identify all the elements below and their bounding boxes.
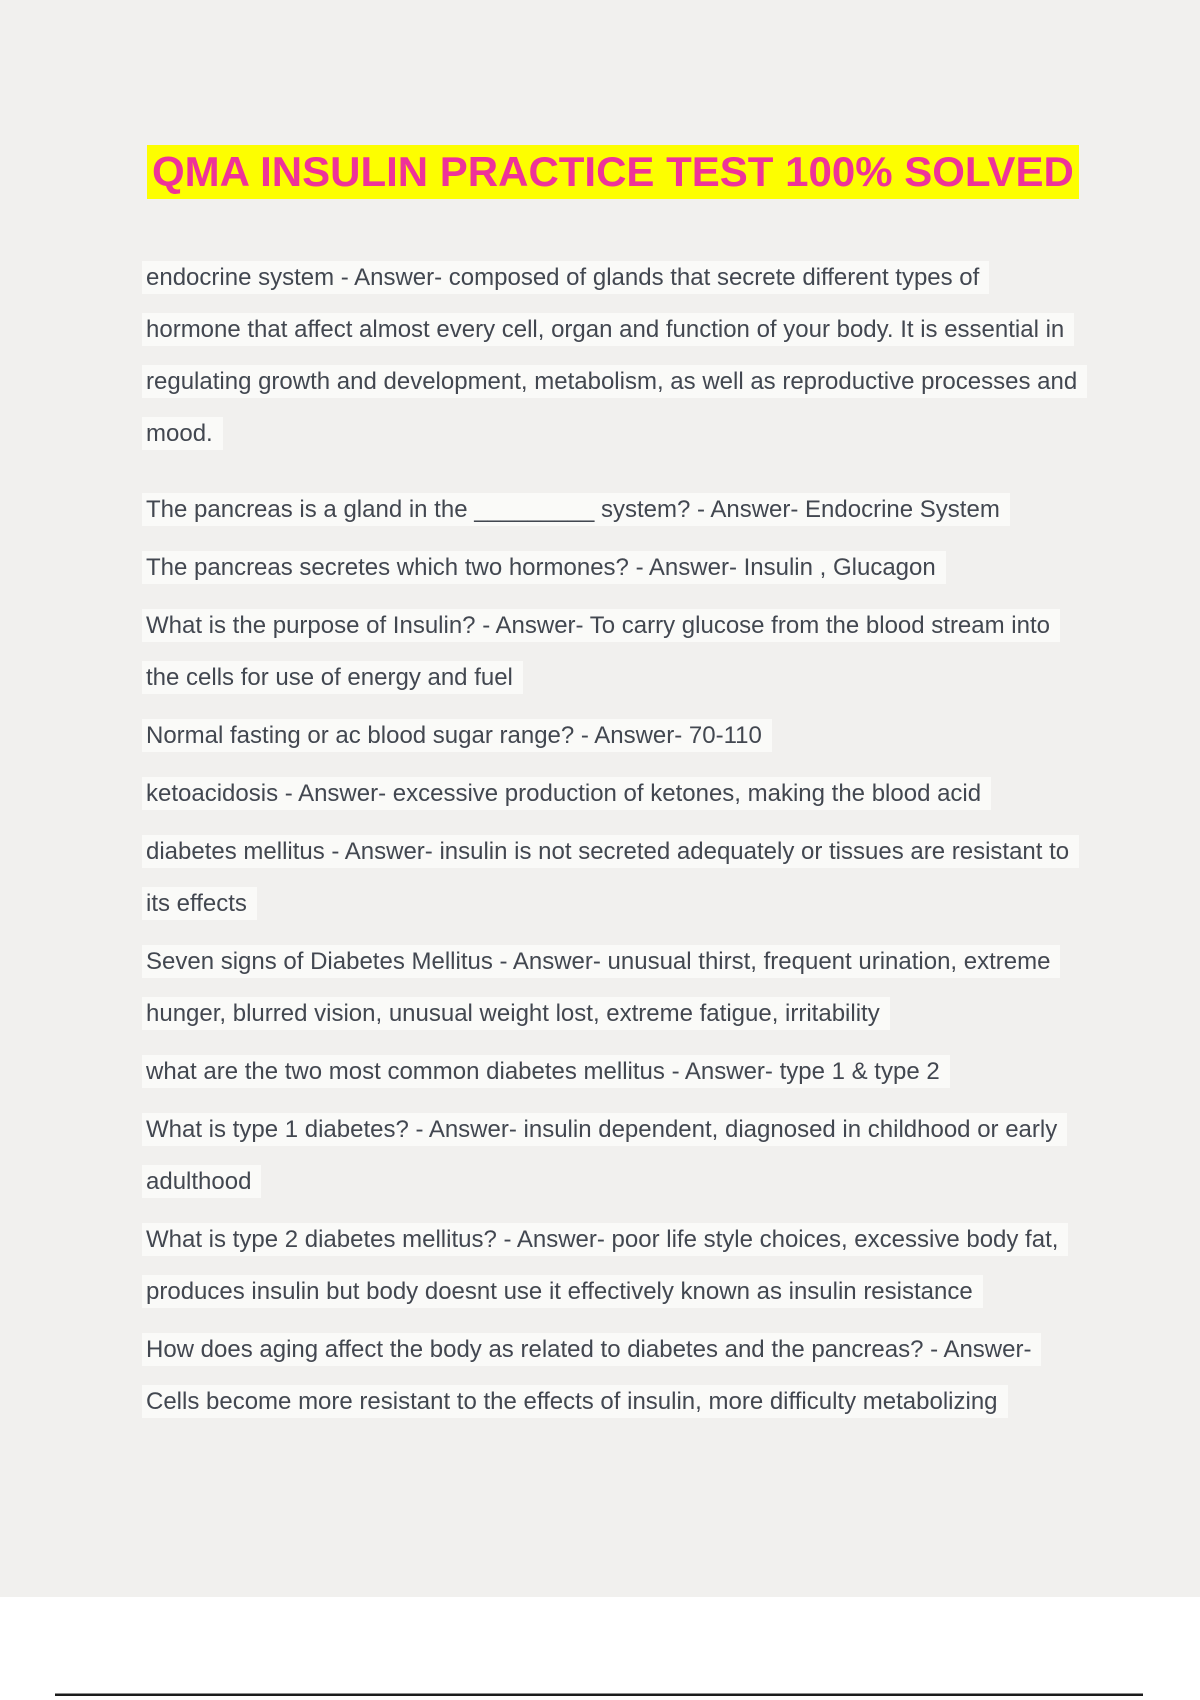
qa-paragraph-purpose-insulin (146, 600, 1158, 704)
qa-paragraph-endocrine-system (146, 252, 1158, 460)
highlighted-text: mood. (142, 417, 223, 450)
qa-paragraph-seven-signs (146, 936, 1158, 1040)
qa-paragraph-type1 (146, 1104, 1158, 1208)
highlighted-text: produces insulin but body doesnt use it effectively known as insulin resistance (142, 1275, 983, 1308)
highlighted-text: What is the purpose of Insulin? - Answer- To carry glucose from the blood stream into (142, 609, 1060, 642)
highlighted-text: endocrine system - Answer- composed of glands that secrete different types of (142, 261, 989, 294)
highlighted-text: The pancreas is a gland in the _________ system? - Answer- Endocrine System (142, 493, 1010, 526)
text-line (146, 1376, 1158, 1428)
highlighted-text: hunger, blurred vision, unusual weight lost, extreme fatigue, irritability (142, 997, 890, 1030)
highlighted-text: ketoacidosis - Answer- excessive production of ketones, making the blood acid (142, 777, 991, 810)
text-line (146, 1324, 1158, 1376)
highlighted-text: diabetes mellitus - Answer- insulin is not secreted adequately or tissues are resistant to (142, 835, 1079, 868)
text-line (146, 768, 1158, 820)
qa-paragraph-fasting-range (146, 710, 1158, 762)
text-line (146, 484, 1158, 536)
text-line (146, 356, 1158, 408)
text-line (146, 710, 1158, 762)
title-block (147, 145, 1079, 199)
qa-paragraph-two-most-common (146, 1046, 1158, 1098)
text-line (146, 408, 1158, 460)
highlighted-text: the cells for use of energy and fuel (142, 661, 523, 694)
highlighted-text: Seven signs of Diabetes Mellitus - Answer- unusual thirst, frequent urination, extreme (142, 945, 1060, 978)
text-line (146, 1046, 1158, 1098)
highlighted-text: hormone that affect almost every cell, organ and function of your body. It is essential in (142, 313, 1074, 346)
highlighted-text: Cells become more resistant to the effects of insulin, more difficulty metabolizing (142, 1385, 1008, 1418)
text-line (146, 652, 1158, 704)
highlighted-text: What is type 1 diabetes? - Answer- insulin dependent, diagnosed in childhood or early (142, 1113, 1067, 1146)
qa-paragraph-diabetes-mellitus (146, 826, 1158, 930)
highlighted-text: what are the two most common diabetes mellitus - Answer- type 1 & type 2 (142, 1055, 950, 1088)
highlighted-text: How does aging affect the body as related to diabetes and the pancreas? - Answer- (142, 1333, 1041, 1366)
text-line (146, 826, 1158, 878)
text-line (146, 1214, 1158, 1266)
text-line (146, 1266, 1158, 1318)
text-line (146, 936, 1158, 988)
highlighted-text: regulating growth and development, metabolism, as well as reproductive processes and (142, 365, 1087, 398)
highlighted-text: its effects (142, 887, 257, 920)
text-line (146, 252, 1158, 304)
page-bottom-rule (55, 1693, 1143, 1696)
highlighted-text: Normal fasting or ac blood sugar range? - Answer- 70-110 (142, 719, 772, 752)
highlighted-text: The pancreas secretes which two hormones? - Answer- Insulin , Glucagon (142, 551, 946, 584)
highlighted-text: adulthood (142, 1165, 261, 1198)
text-line (146, 878, 1158, 930)
qa-content (146, 252, 1158, 1434)
qa-paragraph-pancreas-hormones (146, 542, 1158, 594)
qa-paragraph-aging (146, 1324, 1158, 1428)
text-line (146, 542, 1158, 594)
text-line (146, 988, 1158, 1040)
text-line (146, 1104, 1158, 1156)
text-line (146, 1156, 1158, 1208)
highlighted-text: What is type 2 diabetes mellitus? - Answer- poor life style choices, excessive body fat, (142, 1223, 1068, 1256)
page-title: QMA INSULIN PRACTICE TEST 100% SOLVED (147, 145, 1079, 199)
qa-paragraph-ketoacidosis (146, 768, 1158, 820)
text-line (146, 600, 1158, 652)
qa-paragraph-type2 (146, 1214, 1158, 1318)
qa-paragraph-pancreas-gland (146, 484, 1158, 536)
text-line (146, 304, 1158, 356)
